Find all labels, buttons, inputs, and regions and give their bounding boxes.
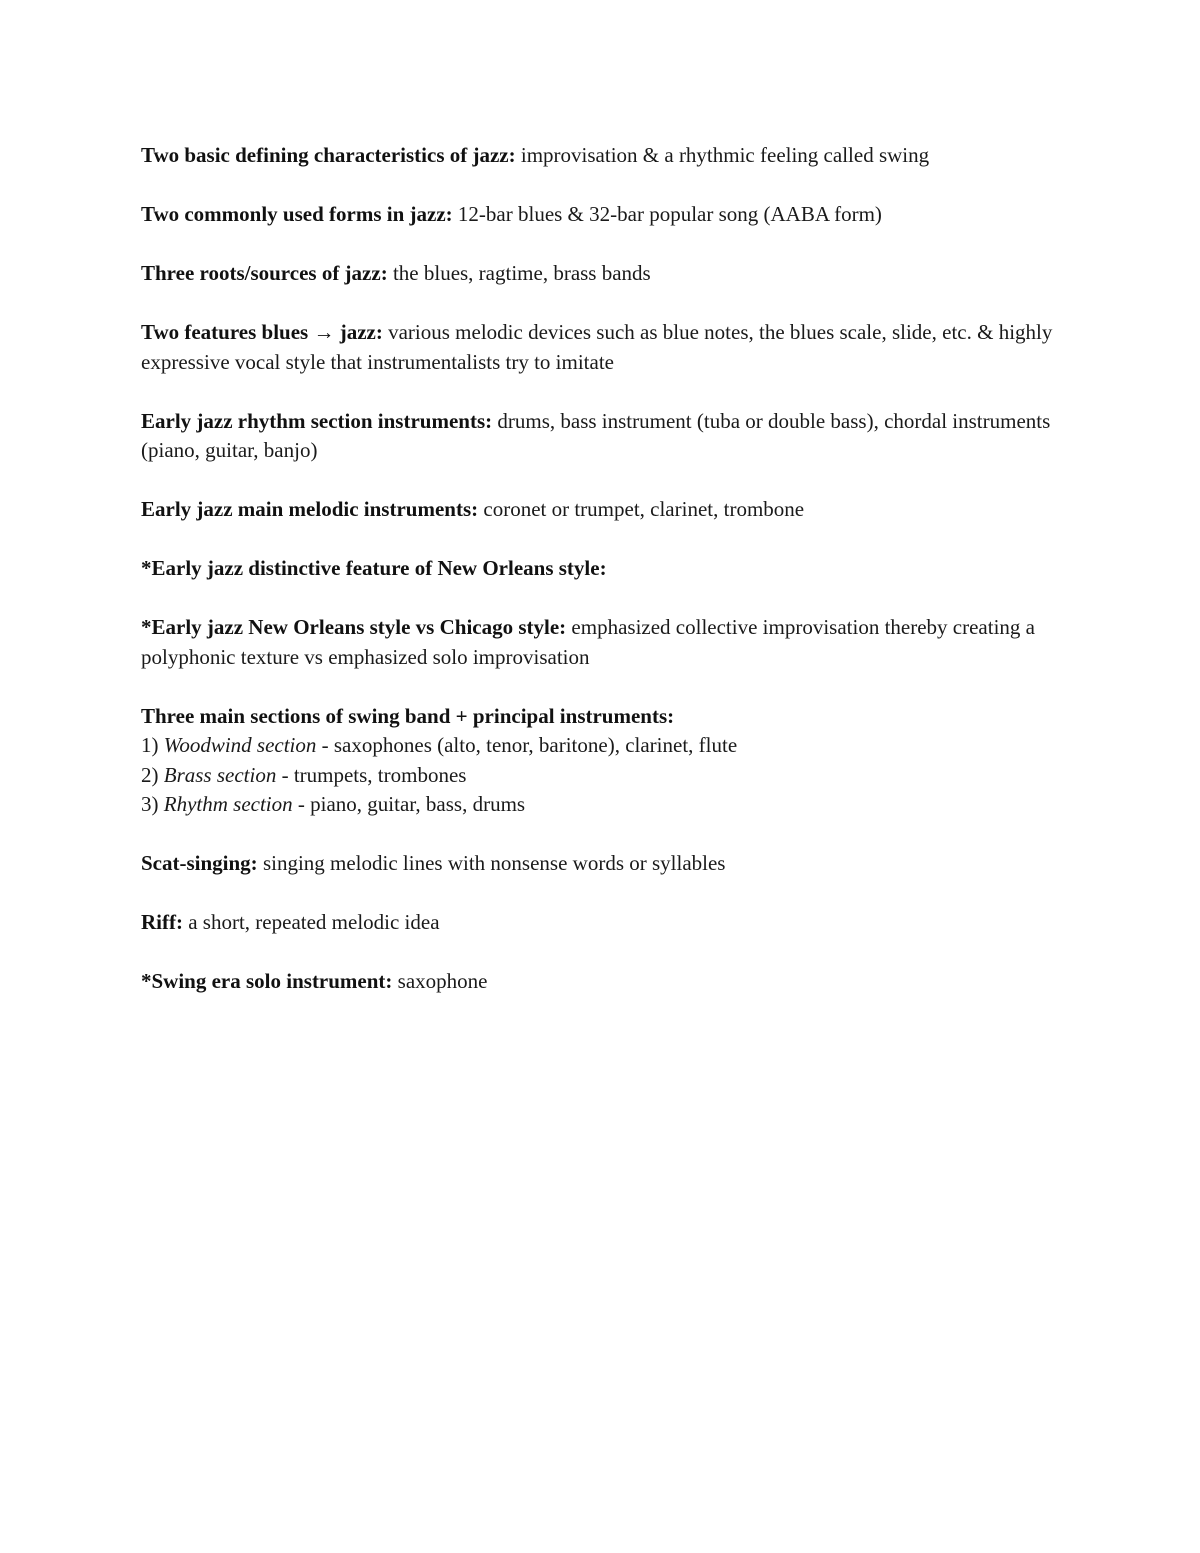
entry-new-orleans-feature (141, 554, 1061, 584)
entry-term: Riff: (141, 910, 183, 934)
swing-section-rhythm (141, 790, 1061, 820)
section-name: Woodwind section (163, 733, 317, 757)
entry-definition: emphasized collective improvisation thereby creating a polyphonic texture vs emphasized solo improvisation (141, 615, 1035, 669)
swing-section-woodwind (141, 731, 1061, 761)
section-instruments: - trumpets, trombones (276, 762, 467, 787)
entry-term: *Early jazz distinctive feature of New Orleans style: (141, 556, 607, 580)
entry-blues-features (141, 318, 1061, 377)
section-name: Brass section (163, 762, 277, 787)
entry-term: Two basic defining characteristics of jazz: (141, 143, 516, 167)
section-number: 1) (141, 733, 164, 757)
entry-rhythm-section (141, 407, 1061, 466)
entry-definition: the blues, ragtime, brass bands (387, 261, 651, 285)
section-number: 3) (141, 792, 164, 816)
entry-term: Three roots/sources of jazz: (141, 261, 388, 285)
entry-term: Two features blues → jazz: (141, 320, 383, 344)
entry-characteristics (141, 141, 1061, 171)
entry-swing-band (141, 702, 1061, 820)
entry-roots (141, 259, 1061, 289)
entry-term: Two commonly used forms in jazz: (141, 202, 453, 226)
entry-definition: coronet or trumpet, clarinet, trombone (478, 497, 805, 521)
study-notes (141, 141, 1061, 1026)
entry-definition: 12-bar blues & 32-bar popular song (AABA form) (452, 202, 882, 226)
section-number: 2) (141, 762, 164, 787)
entry-definition: improvisation & a rhythmic feeling called swing (515, 143, 930, 167)
entry-definition: singing melodic lines with nonsense words or syllables (257, 851, 726, 875)
entry-definition: saxophone (392, 969, 488, 993)
entry-term: Early jazz rhythm section instruments: (141, 408, 493, 433)
section-instruments: - piano, guitar, bass, drums (292, 792, 526, 816)
entry-definition: drums, bass instrument (tuba or double bass), chordal instruments (piano, guitar, banjo) (141, 408, 1051, 462)
section-instruments: - saxophones (alto, tenor, baritone), clarinet, flute (316, 733, 738, 757)
entry-term: Early jazz main melodic instruments: (141, 497, 479, 521)
entry-term: Scat-singing: (141, 851, 258, 875)
swing-band-heading: Three main sections of swing band + principal instruments: (141, 703, 675, 728)
entry-swing-solo-instrument (141, 967, 1061, 997)
entry-definition: a short, repeated melodic idea (182, 910, 440, 934)
entry-definition: various melodic devices such as blue notes, the blues scale, slide, etc. & highly expressive vocal style that instrumentalists try to imitate (141, 320, 1053, 374)
swing-section-brass (141, 761, 1061, 791)
entry-term: *Swing era solo instrument: (141, 969, 393, 993)
entry-riff (141, 908, 1061, 938)
section-name: Rhythm section (163, 792, 293, 816)
entry-forms (141, 200, 1061, 230)
entry-term: *Early jazz New Orleans style vs Chicago style: (141, 615, 567, 639)
entry-scat-singing (141, 849, 1061, 879)
entry-new-orleans-vs-chicago (141, 613, 1061, 672)
entry-melodic-instruments (141, 495, 1061, 525)
